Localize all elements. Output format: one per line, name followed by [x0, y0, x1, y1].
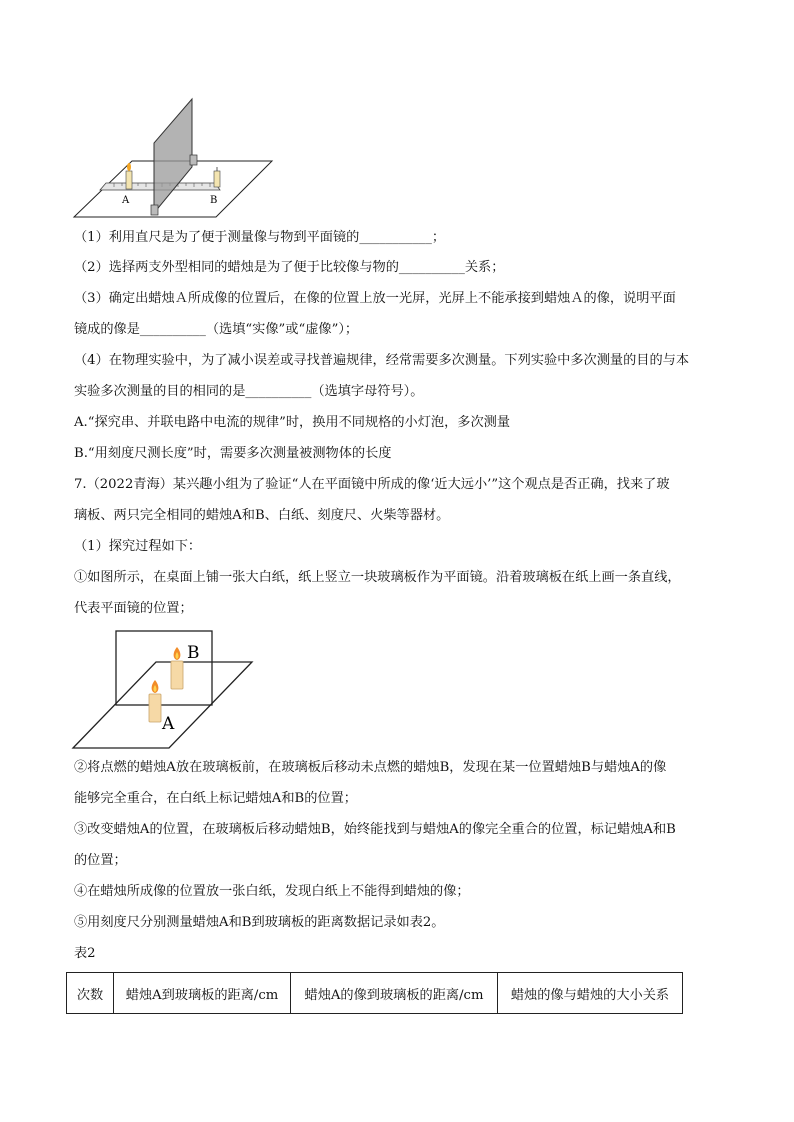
candle-b-2 — [171, 661, 183, 689]
q7-step-4: ④在蜡烛所成像的位置放一张白纸，发现白纸上不能得到蜡烛的像； — [74, 884, 470, 899]
table-header-row — [67, 973, 683, 1014]
q7-step-1-line-2: 代表平面镜的位置； — [74, 601, 193, 616]
q6-option-b: B.“用刻度尺测长度”时，需要多次测量被测物体的长度 — [74, 446, 392, 461]
q6-item-4-line-2: 实验多次测量的目的相同的是__________（选填字母符号）。 — [74, 384, 424, 399]
q6-item-4-line-1: （4）在物理实验中，为了减小误差或寻找普遍规律，经常需要多次测量。下列实验中多次测量的目的与本 — [74, 353, 690, 368]
q7-stem-line-2: 璃板、两只完全相同的蜡烛A和B、白纸、刻度尺、火柴等器材。 — [74, 508, 450, 523]
mirror-experiment-figure-2 — [70, 628, 255, 753]
table-header-cell: 蜡烛A到玻璃板的距离/cm — [114, 973, 291, 1014]
q7-step-2-line-2: 能够完全重合，在白纸上标记蜡烛A和B的位置； — [74, 791, 357, 806]
q6-item-3-line-2: 镜成的像是__________（选填“实像”或“虚像”）； — [74, 322, 359, 337]
q7-step-1-line-1: ①如图所示，在桌面上铺一张大白纸，纸上竖立一块玻璃板作为平面镜。沿着玻璃板在纸上画一条直线， — [74, 570, 681, 585]
table-header-cell: 蜡烛A的像到玻璃板的距离/cm — [291, 973, 498, 1014]
q7-step-3-line-1: ③改变蜡烛A的位置，在玻璃板后移动蜡烛B，始终能找到与蜡烛A的像完全重合的位置，标记蜡烛A和B — [74, 822, 676, 837]
q6-item-2: （2）选择两支外型相同的蜡烛是为了便于比较像与物的__________关系； — [74, 260, 505, 275]
q6-item-1: （1）利用直尺是为了便于测量像与物到平面镜的___________； — [74, 230, 446, 245]
candle-a — [126, 171, 132, 189]
mirror-experiment-figure-1 — [70, 95, 280, 225]
label-b: B — [210, 195, 218, 206]
q7-stem-line-1: 7.（2022青海）某兴趣小组为了验证“人在平面镜中所成的像‘近大远小’”这个观点是否正确，找来了玻 — [74, 477, 670, 492]
label-a-2: A — [162, 714, 175, 734]
label-b-2: B — [187, 643, 200, 663]
q7-sub-1: （1）探究过程如下： — [74, 539, 202, 554]
candle-a-2 — [149, 694, 161, 722]
q6-option-a: A.“探究串、并联电路中电流的规律”时，换用不同规格的小灯泡，多次测量 — [74, 415, 511, 430]
table-header-cell: 蜡烛的像与蜡烛的大小关系 — [498, 973, 683, 1014]
q6-item-3-line-1: （3）确定出蜡烛Ａ所成像的位置后，在像的位置上放一光屏，光屏上不能承接到蜡烛Ａ的像，说明平面 — [74, 291, 676, 306]
label-a: A — [122, 195, 130, 206]
data-table-2 — [66, 972, 683, 1014]
candle-b — [214, 171, 220, 187]
q7-step-5: ⑤用刻度尺分别测量蜡烛A和B到玻璃板的距离数据记录如表2。 — [74, 915, 445, 930]
q7-step-2-line-1: ②将点燃的蜡烛A放在玻璃板前，在玻璃板后移动未点燃的蜡烛B，发现在某一位置蜡烛B与蜡烛A的像 — [74, 760, 667, 775]
table-caption: 表2 — [74, 946, 96, 961]
q7-step-3-line-2: 的位置； — [74, 853, 127, 868]
table-header-cell: 次数 — [67, 973, 114, 1014]
